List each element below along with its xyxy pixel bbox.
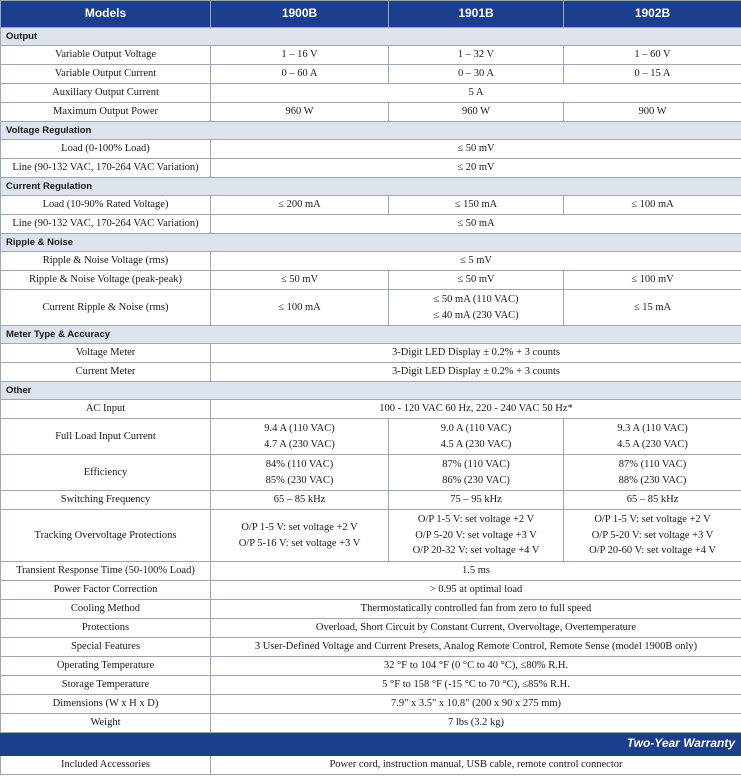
spec-row xyxy=(1,419,741,455)
spec-label: Load (10-90% Rated Voltage) xyxy=(1,196,211,215)
section-row xyxy=(1,234,741,252)
warranty-banner: Two-Year Warranty xyxy=(1,733,741,756)
spec-label: Line (90-132 VAC, 170-264 VAC Variation) xyxy=(1,159,211,178)
spec-value: 960 W xyxy=(389,103,564,122)
value-line: 87% (110 VAC) xyxy=(618,458,687,470)
spec-value: 65 – 85 kHz xyxy=(211,491,389,510)
spec-row xyxy=(1,562,741,581)
spec-value: ≤ 50 mV xyxy=(211,140,741,159)
spec-value: 32 °F to 104 °F (0 °C to 40 °C), ≤80% R.H. xyxy=(211,657,741,676)
spec-row xyxy=(1,65,741,84)
spec-label: Power Factor Correction xyxy=(1,581,211,600)
spec-value: Thermostatically controlled fan from zero to full speed xyxy=(211,600,741,619)
spec-value: ≤ 150 mA xyxy=(389,196,564,215)
spec-value-multiline xyxy=(211,455,389,491)
value-line: 4.7 A (230 VAC) xyxy=(264,438,335,450)
value-line: O/P 20-32 V: set voltage +4 V xyxy=(412,545,540,557)
spec-value: 960 W xyxy=(211,103,389,122)
value-line: O/P 5-20 V: set voltage +3 V xyxy=(415,529,537,541)
value-line: 88% (230 VAC) xyxy=(618,474,687,486)
value-line: 87% (110 VAC) xyxy=(442,458,510,470)
spec-row xyxy=(1,695,741,714)
spec-value: 1 – 16 V xyxy=(211,46,389,65)
section-ripple-noise-title: Ripple & Noise xyxy=(1,234,741,252)
section-voltage-regulation-title: Voltage Regulation xyxy=(1,122,741,140)
value-line: ≤ 50 mA (110 VAC) xyxy=(433,293,519,305)
spec-row xyxy=(1,159,741,178)
spec-label: Dimensions (W x H x D) xyxy=(1,695,211,714)
spec-value: ≤ 50 mA xyxy=(211,215,741,234)
spec-label: Included Accessories xyxy=(1,756,211,775)
model-1902b-header: 1902B xyxy=(564,1,741,28)
spec-label: Line (90-132 VAC, 170-264 VAC Variation) xyxy=(1,215,211,234)
spec-value: 1 – 32 V xyxy=(389,46,564,65)
value-line: 9.0 A (110 VAC) xyxy=(440,422,512,434)
spec-value-multiline xyxy=(564,419,741,455)
spec-row xyxy=(1,215,741,234)
spec-row xyxy=(1,400,741,419)
spec-row xyxy=(1,510,741,562)
spec-row xyxy=(1,140,741,159)
value-line: 85% (230 VAC) xyxy=(265,474,334,486)
section-current-regulation-title: Current Regulation xyxy=(1,178,741,196)
spec-row xyxy=(1,756,741,775)
spec-label: Ripple & Noise Voltage (rms) xyxy=(1,252,211,271)
spec-label: Switching Frequency xyxy=(1,491,211,510)
spec-value: Power cord, instruction manual, USB cable, remote control connector xyxy=(211,756,741,775)
value-line: 86% (230 VAC) xyxy=(442,474,510,486)
spec-row xyxy=(1,676,741,695)
value-line: 4.5 A (230 VAC) xyxy=(617,438,688,450)
spec-label: AC Input xyxy=(1,400,211,419)
spec-value-multiline xyxy=(389,290,564,326)
spec-label: Full Load Input Current xyxy=(1,419,211,455)
spec-row xyxy=(1,271,741,290)
spec-label: Weight xyxy=(1,714,211,733)
section-row xyxy=(1,382,741,400)
spec-value: ≤ 50 mV xyxy=(211,271,389,290)
spec-value: ≤ 200 mA xyxy=(211,196,389,215)
spec-value: 7 lbs (3.2 kg) xyxy=(211,714,741,733)
spec-value-multiline xyxy=(389,455,564,491)
spec-value: 7.9" x 3.5" x 10.8" (200 x 90 x 275 mm) xyxy=(211,695,741,714)
spec-value-multiline xyxy=(389,419,564,455)
value-line: ≤ 40 mA (230 VAC) xyxy=(433,309,519,321)
spec-row xyxy=(1,344,741,363)
section-row xyxy=(1,178,741,196)
spec-row xyxy=(1,714,741,733)
spec-value: 5 °F to 158 °F (-15 °C to 70 °C), ≤85% R.H. xyxy=(211,676,741,695)
value-line: O/P 1-5 V: set voltage +2 V xyxy=(594,514,711,526)
section-row xyxy=(1,122,741,140)
value-line: O/P 1-5 V: set voltage +2 V xyxy=(241,521,358,533)
value-line: 4.5 A (230 VAC) xyxy=(440,438,512,450)
spec-row xyxy=(1,619,741,638)
spec-label: Special Features xyxy=(1,638,211,657)
model-1900b-header: 1900B xyxy=(211,1,389,28)
spec-value-multiline xyxy=(211,419,389,455)
spec-label: Protections xyxy=(1,619,211,638)
spec-value: ≤ 100 mA xyxy=(564,196,741,215)
spec-value: 3 User-Defined Voltage and Current Presets, Analog Remote Control, Remote Sense (model 1900B only) xyxy=(211,638,741,657)
spec-row xyxy=(1,491,741,510)
spec-value: ≤ 20 mV xyxy=(211,159,741,178)
spec-value-multiline xyxy=(564,510,741,562)
header-row xyxy=(1,1,741,28)
models-header: Models xyxy=(1,1,211,28)
spec-value: ≤ 5 mV xyxy=(211,252,741,271)
spec-label: Variable Output Voltage xyxy=(1,46,211,65)
spec-label: Voltage Meter xyxy=(1,344,211,363)
spec-label: Current Meter xyxy=(1,363,211,382)
spec-row xyxy=(1,363,741,382)
spec-value: 0 – 30 A xyxy=(389,65,564,84)
spec-value: 0 – 15 A xyxy=(564,65,741,84)
spec-row xyxy=(1,657,741,676)
spec-value: 65 – 85 kHz xyxy=(564,491,741,510)
value-line: 84% (110 VAC) xyxy=(265,458,334,470)
value-line: 9.4 A (110 VAC) xyxy=(264,422,335,434)
spec-label: Auxiliary Output Current xyxy=(1,84,211,103)
spec-value: 5 A xyxy=(211,84,741,103)
spec-row xyxy=(1,600,741,619)
value-line: 9.3 A (110 VAC) xyxy=(617,422,688,434)
warranty-row xyxy=(1,733,741,756)
spec-row xyxy=(1,84,741,103)
spec-value: Overload, Short Circuit by Constant Current, Overvoltage, Overtemperature xyxy=(211,619,741,638)
spec-value: 1.5 ms xyxy=(211,562,741,581)
spec-value: 0 – 60 A xyxy=(211,65,389,84)
spec-value: 75 – 95 kHz xyxy=(389,491,564,510)
spec-label: Load (0-100% Load) xyxy=(1,140,211,159)
spec-value: ≤ 15 mA xyxy=(564,290,741,326)
section-row xyxy=(1,326,741,344)
spec-label: Storage Temperature xyxy=(1,676,211,695)
value-line: O/P 1-5 V: set voltage +2 V xyxy=(417,514,535,526)
spec-value: ≤ 50 mV xyxy=(389,271,564,290)
spec-value: > 0.95 at optimal load xyxy=(211,581,741,600)
model-1901b-header: 1901B xyxy=(389,1,564,28)
spec-label: Tracking Overvoltage Protections xyxy=(1,510,211,562)
spec-label: Operating Temperature xyxy=(1,657,211,676)
section-output-title: Output xyxy=(1,28,741,46)
spec-label: Maximum Output Power xyxy=(1,103,211,122)
spec-row xyxy=(1,455,741,491)
spec-row xyxy=(1,252,741,271)
spec-row xyxy=(1,581,741,600)
value-line: O/P 5-20 V: set voltage +3 V xyxy=(591,529,714,541)
spec-label: Efficiency xyxy=(1,455,211,491)
spec-label: Ripple & Noise Voltage (peak-peak) xyxy=(1,271,211,290)
section-other-title: Other xyxy=(1,382,741,400)
spec-value-multiline xyxy=(564,455,741,491)
spec-value: ≤ 100 mA xyxy=(211,290,389,326)
spec-value-multiline xyxy=(211,510,389,562)
spec-value: 3-Digit LED Display ± 0.2% + 3 counts xyxy=(211,344,741,363)
section-meter-title: Meter Type & Accuracy xyxy=(1,326,741,344)
spec-value: ≤ 100 mV xyxy=(564,271,741,290)
spec-row xyxy=(1,638,741,657)
spec-row xyxy=(1,46,741,65)
spec-label: Current Ripple & Noise (rms) xyxy=(1,290,211,326)
spec-value: 1 – 60 V xyxy=(564,46,741,65)
spec-row xyxy=(1,103,741,122)
spec-label: Cooling Method xyxy=(1,600,211,619)
value-line: O/P 20-60 V: set voltage +4 V xyxy=(589,545,716,557)
spec-row xyxy=(1,290,741,326)
section-row xyxy=(1,28,741,46)
spec-label: Transient Response Time (50-100% Load) xyxy=(1,562,211,581)
spec-value: 100 - 120 VAC 60 Hz, 220 - 240 VAC 50 Hz* xyxy=(211,400,741,419)
spec-label: Variable Output Current xyxy=(1,65,211,84)
spec-value-multiline xyxy=(389,510,564,562)
spec-row xyxy=(1,196,741,215)
spec-value: 900 W xyxy=(564,103,741,122)
value-line: O/P 5-16 V: set voltage +3 V xyxy=(238,537,361,549)
spec-value: 3-Digit LED Display ± 0.2% + 3 counts xyxy=(211,363,741,382)
